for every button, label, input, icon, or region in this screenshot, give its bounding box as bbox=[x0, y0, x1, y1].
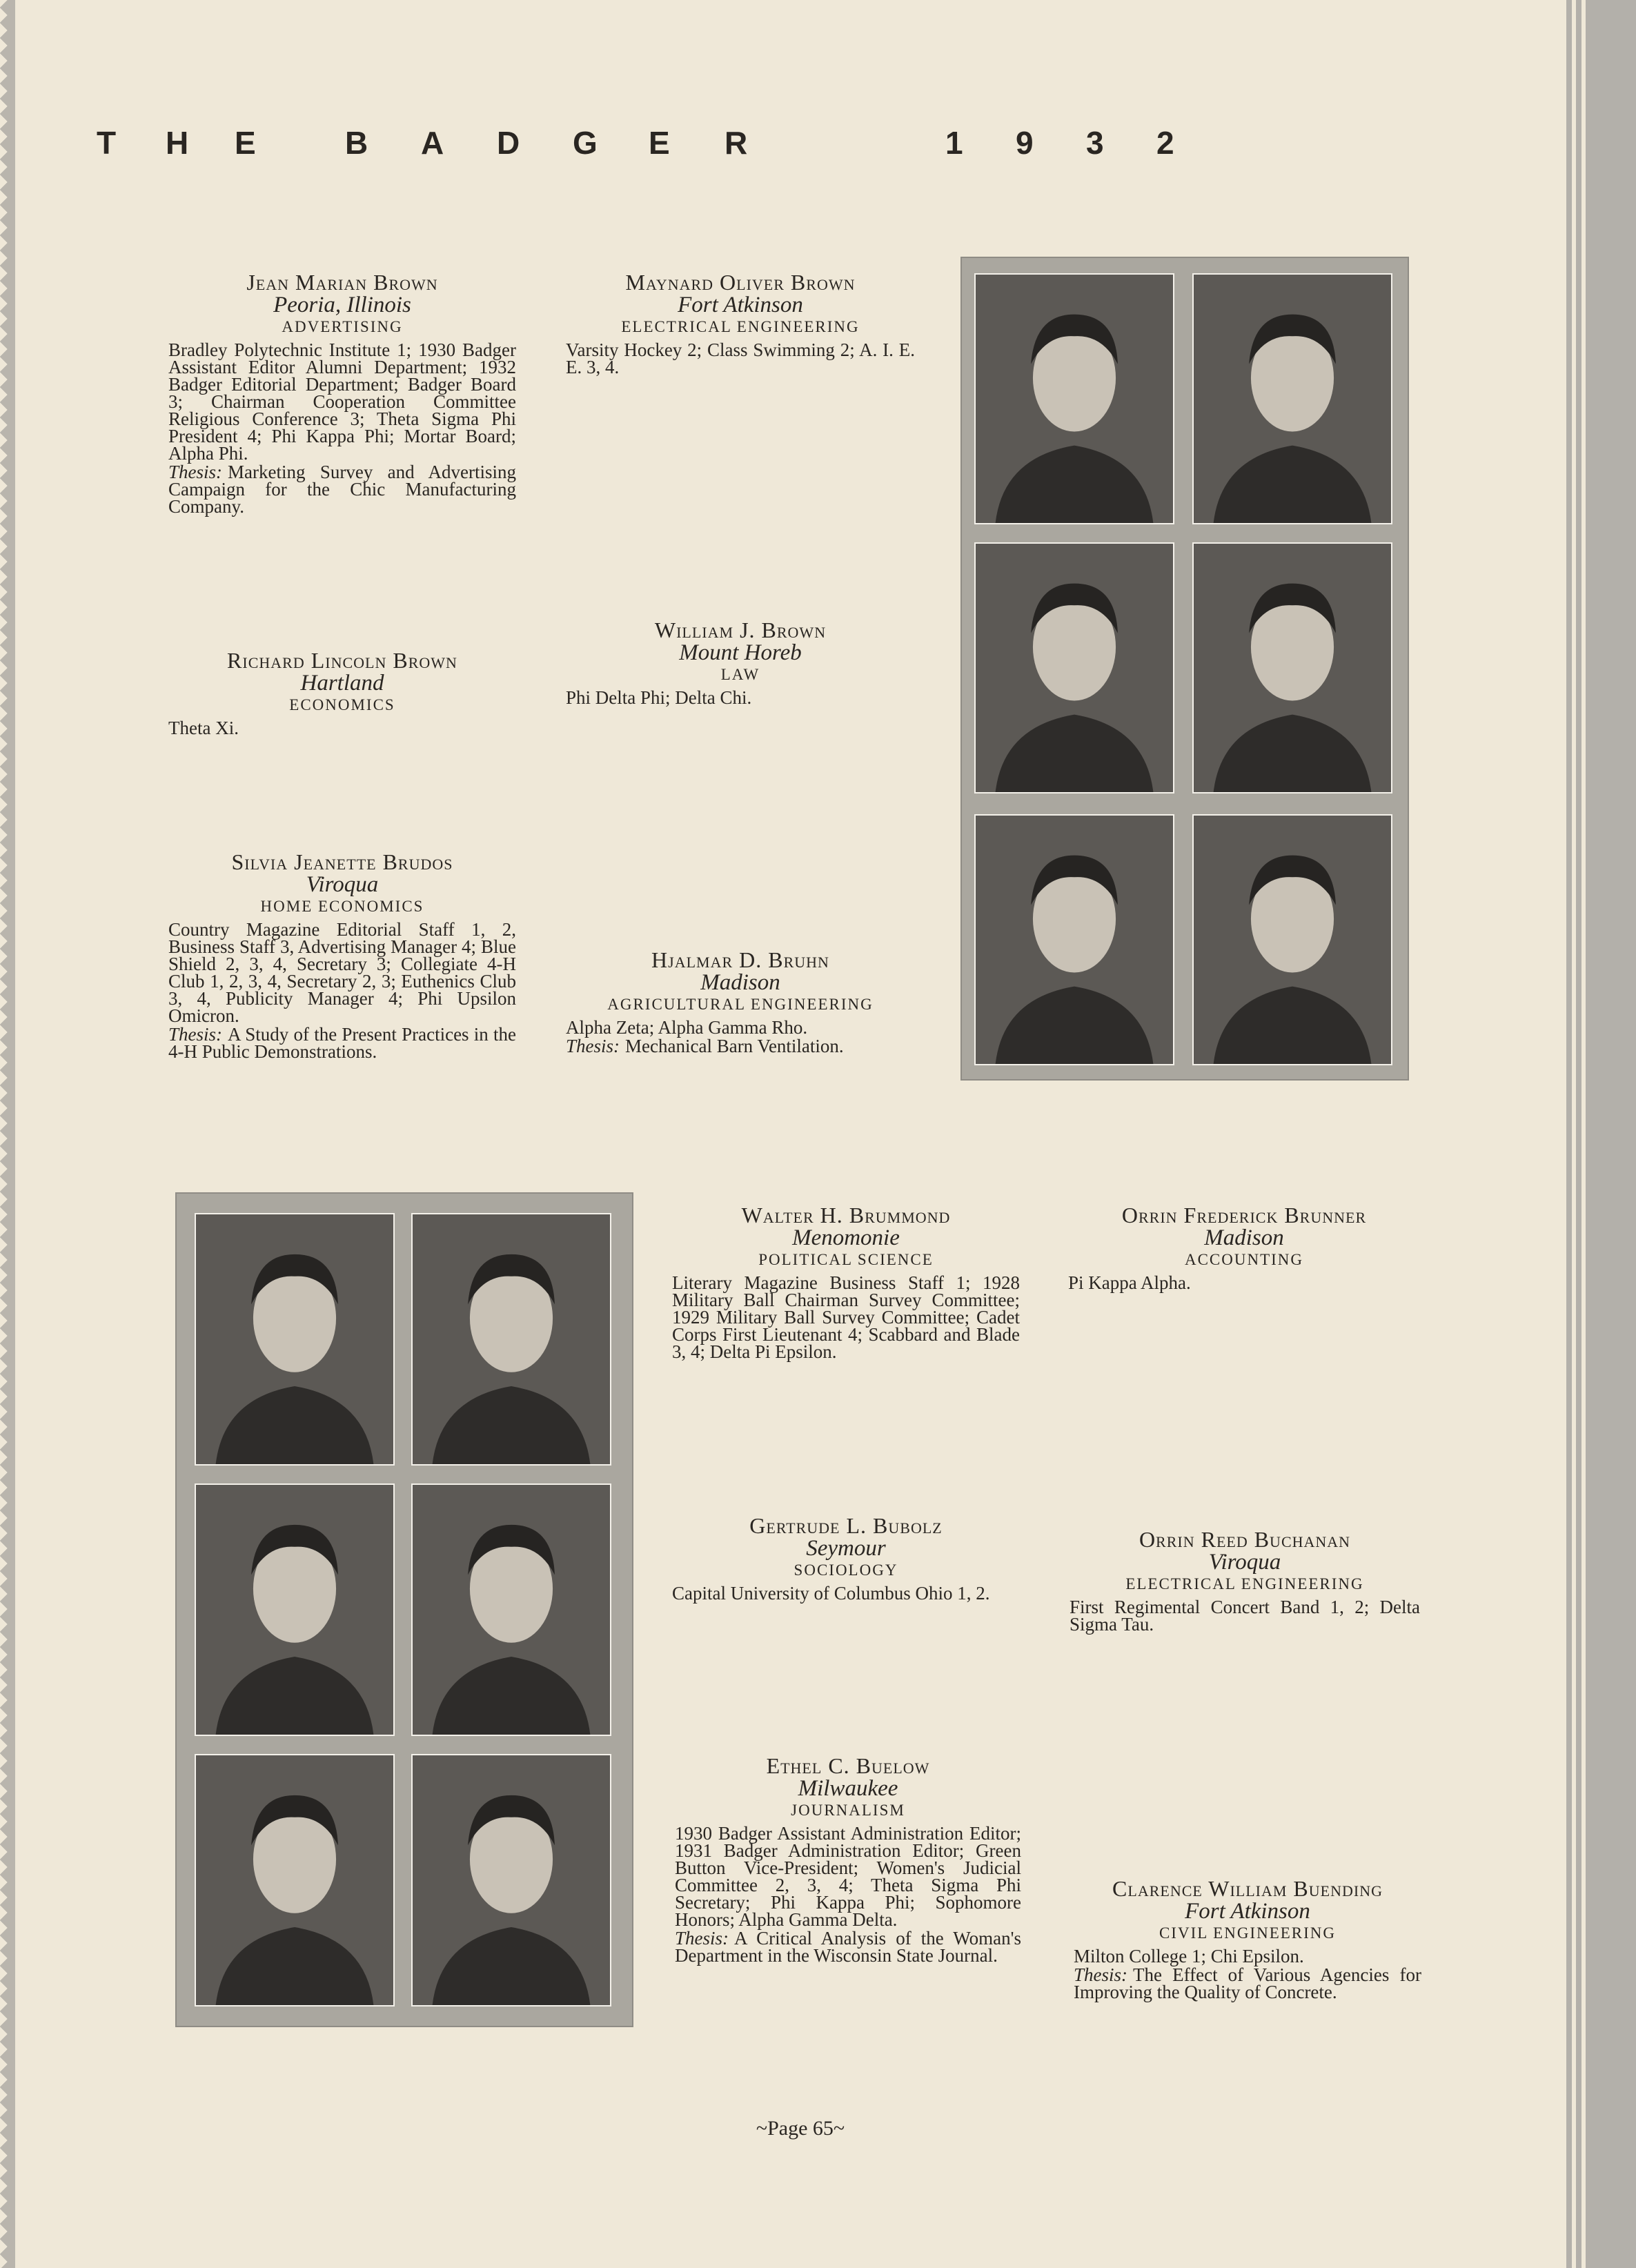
student-activities: Country Magazine Editorial Staff 1, 2, Business Staff 3, Advertising Manager 4; Blue Shield 2, 3, 4, Secretary 3; Collegiate 4-H Club 1, 2, 3, 4, Secretary 2, 3; Euthenics Club 3, 4, Publicity Manager 4; Phi Upsilon Omicron. bbox=[168, 919, 516, 1026]
student-thesis bbox=[1074, 1966, 1421, 2001]
student-activities: Capital University of Columbus Ohio 1, 2. bbox=[672, 1583, 990, 1604]
portrait-silhouette bbox=[413, 1755, 610, 2005]
left-decorative-border bbox=[0, 0, 15, 2268]
header-letter: T bbox=[97, 125, 117, 161]
student-entry bbox=[566, 618, 915, 707]
student-major: LAW bbox=[720, 666, 760, 683]
student-entry bbox=[168, 649, 516, 737]
student-entry bbox=[1068, 1203, 1420, 1292]
student-hometown: Menomonie bbox=[792, 1225, 900, 1250]
header-digit: 9 bbox=[1016, 125, 1034, 161]
thesis-title: Marketing Survey and Advertising Campaign for the Chic Manufacturing Company. bbox=[168, 462, 516, 517]
thesis-title: The Effect of Various Agencies for Improving the Quality of Concrete. bbox=[1074, 1964, 1421, 2002]
student-entry bbox=[1074, 1877, 1421, 2001]
student-name: Maynard Oliver Brown bbox=[625, 270, 856, 295]
student-hometown: Hartland bbox=[300, 671, 384, 696]
thesis-label: Thesis: bbox=[168, 462, 223, 482]
thesis-label: Thesis: bbox=[566, 1036, 620, 1056]
student-activities: Literary Magazine Business Staff 1; 1928 Military Ball Chairman Survey Committee; 1929 Military Ball Survey Committee; Cadet Corps First Lieutenant 4; Scabbard and Blade 3, 4; Delta Pi Epsilon. bbox=[672, 1272, 1020, 1362]
student-hometown: Madison bbox=[1204, 1225, 1284, 1250]
student-thesis bbox=[168, 464, 516, 515]
student-entry bbox=[566, 948, 915, 1055]
student-entry bbox=[672, 1203, 1020, 1361]
student-activities: Bradley Polytechnic Institute 1; 1930 Badger Assistant Editor Alumni Department; 1932 Badger Editorial Department; Badger Board 3; Chairman Cooperation Committee Religious Conference 3; Theta Sigma Phi President 4; Phi Kappa Phi; Mortar Board; Alpha Phi. bbox=[168, 339, 516, 464]
student-major: AGRICULTURAL ENGINEERING bbox=[607, 996, 874, 1013]
student-hometown: Milwaukee bbox=[798, 1776, 898, 1801]
portrait-silhouette bbox=[1194, 816, 1391, 1064]
student-hometown: Viroqua bbox=[306, 872, 379, 897]
portrait-photo bbox=[411, 1213, 611, 1466]
header-digit: 2 bbox=[1156, 125, 1174, 161]
student-entry bbox=[168, 270, 516, 515]
student-thesis bbox=[566, 1038, 915, 1055]
header-digit: 1 bbox=[945, 125, 963, 161]
student-major: ECONOMICS bbox=[289, 696, 395, 713]
student-major: ELECTRICAL ENGINEERING bbox=[1125, 1575, 1364, 1592]
portrait-panel-bottom bbox=[175, 1192, 633, 2027]
header-letter: A bbox=[421, 125, 444, 161]
header-letter: D bbox=[497, 125, 520, 161]
portrait-photo bbox=[411, 1754, 611, 2006]
student-hometown: Fort Atkinson bbox=[1185, 1899, 1310, 1924]
thesis-label: Thesis: bbox=[1074, 1964, 1128, 1985]
student-name: Jean Marian Brown bbox=[246, 270, 438, 295]
student-name: Hjalmar D. Bruhn bbox=[651, 947, 829, 972]
portrait-silhouette bbox=[196, 1755, 393, 2005]
page-header-title bbox=[97, 124, 759, 166]
page-number: ~Page 65~ bbox=[756, 2117, 845, 2140]
student-entry bbox=[675, 1754, 1021, 1964]
portrait-photo bbox=[1192, 814, 1392, 1065]
header-letter: R bbox=[725, 125, 748, 161]
thesis-label: Thesis: bbox=[675, 1928, 729, 1949]
student-major: ACCOUNTING bbox=[1184, 1251, 1304, 1268]
portrait-silhouette bbox=[1194, 544, 1391, 792]
portrait-silhouette bbox=[1194, 275, 1391, 523]
student-hometown: Viroqua bbox=[1208, 1550, 1281, 1575]
student-major: ADVERTISING bbox=[282, 318, 403, 335]
portrait-silhouette bbox=[196, 1485, 393, 1735]
student-entry bbox=[566, 270, 915, 376]
student-name: Silvia Jeanette Brudos bbox=[231, 849, 453, 874]
student-activities: Pi Kappa Alpha. bbox=[1068, 1272, 1191, 1293]
student-name: Richard Lincoln Brown bbox=[227, 648, 457, 673]
student-activities: Milton College 1; Chi Epsilon. bbox=[1074, 1946, 1304, 1966]
portrait-photo bbox=[974, 273, 1174, 524]
portrait-silhouette bbox=[976, 816, 1173, 1064]
student-name: Orrin Reed Buchanan bbox=[1139, 1527, 1351, 1552]
student-name: Gertrude L. Bubolz bbox=[749, 1513, 943, 1538]
portrait-photo bbox=[195, 1483, 395, 1736]
thesis-title: A Study of the Present Practices in the 4-H Public Demonstrations. bbox=[168, 1024, 516, 1062]
student-hometown: Seymour bbox=[806, 1536, 886, 1561]
right-decorative-border bbox=[1561, 0, 1636, 2268]
header-letter: H bbox=[166, 125, 189, 161]
student-major: HOME ECONOMICS bbox=[260, 898, 424, 915]
portrait-photo bbox=[195, 1213, 395, 1466]
header-letter: G bbox=[573, 125, 598, 161]
student-hometown: Madison bbox=[700, 970, 780, 995]
thesis-title: A Critical Analysis of the Woman's Department in the Wisconsin State Journal. bbox=[675, 1928, 1021, 1966]
student-name: Walter H. Brummond bbox=[741, 1203, 951, 1227]
student-entry bbox=[1070, 1528, 1420, 1633]
student-thesis bbox=[675, 1930, 1021, 1964]
student-entry bbox=[672, 1514, 1020, 1602]
student-major: JOURNALISM bbox=[791, 1802, 905, 1819]
portrait-silhouette bbox=[196, 1214, 393, 1464]
portrait-silhouette bbox=[976, 544, 1173, 792]
student-entry bbox=[168, 850, 516, 1061]
portrait-silhouette bbox=[413, 1214, 610, 1464]
portrait-photo bbox=[974, 542, 1174, 793]
thesis-label: Thesis: bbox=[168, 1024, 223, 1045]
student-activities: Alpha Zeta; Alpha Gamma Rho. bbox=[566, 1017, 808, 1038]
header-letter: E bbox=[235, 125, 256, 161]
student-name: William J. Brown bbox=[654, 618, 827, 642]
student-activities: Phi Delta Phi; Delta Chi. bbox=[566, 687, 752, 708]
student-name: Ethel C. Buelow bbox=[766, 1753, 930, 1778]
student-name: Orrin Frederick Brunner bbox=[1121, 1203, 1367, 1227]
student-hometown: Mount Horeb bbox=[679, 640, 802, 665]
student-hometown: Peoria, Illinois bbox=[273, 293, 411, 317]
student-major: POLITICAL SCIENCE bbox=[758, 1251, 934, 1268]
student-activities: Varsity Hockey 2; Class Swimming 2; A. I. E. E. 3, 4. bbox=[566, 339, 915, 377]
portrait-photo bbox=[974, 814, 1174, 1065]
portrait-photo bbox=[411, 1483, 611, 1736]
portrait-silhouette bbox=[413, 1485, 610, 1735]
thesis-title: Mechanical Barn Ventilation. bbox=[625, 1036, 844, 1056]
student-activities: Theta Xi. bbox=[168, 718, 239, 738]
student-activities: 1930 Badger Assistant Administration Editor; 1931 Badger Administration Editor; Green Button Vice-President; Women's Judicial Committee 2, 3, 4; Theta Sigma Phi Secretary; Phi Kappa Phi; Sophomore Honors; Alpha Gamma Delta. bbox=[675, 1823, 1021, 1930]
student-major: SOCIOLOGY bbox=[794, 1561, 898, 1579]
portrait-photo bbox=[1192, 542, 1392, 793]
student-name: Clarence William Buending bbox=[1112, 1876, 1383, 1901]
header-letter: E bbox=[649, 125, 670, 161]
portrait-silhouette bbox=[976, 275, 1173, 523]
student-major: ELECTRICAL ENGINEERING bbox=[621, 318, 860, 335]
portrait-panel-top bbox=[960, 257, 1409, 1081]
portrait-photo bbox=[1192, 273, 1392, 524]
portrait-photo bbox=[195, 1754, 395, 2006]
header-letter: B bbox=[345, 125, 368, 161]
header-digit: 3 bbox=[1086, 125, 1104, 161]
student-thesis bbox=[168, 1026, 516, 1061]
student-activities: First Regimental Concert Band 1, 2; Delta Sigma Tau. bbox=[1070, 1597, 1420, 1635]
student-major: CIVIL ENGINEERING bbox=[1159, 1924, 1337, 1942]
page-header-year bbox=[945, 124, 1180, 166]
student-hometown: Fort Atkinson bbox=[678, 293, 803, 317]
